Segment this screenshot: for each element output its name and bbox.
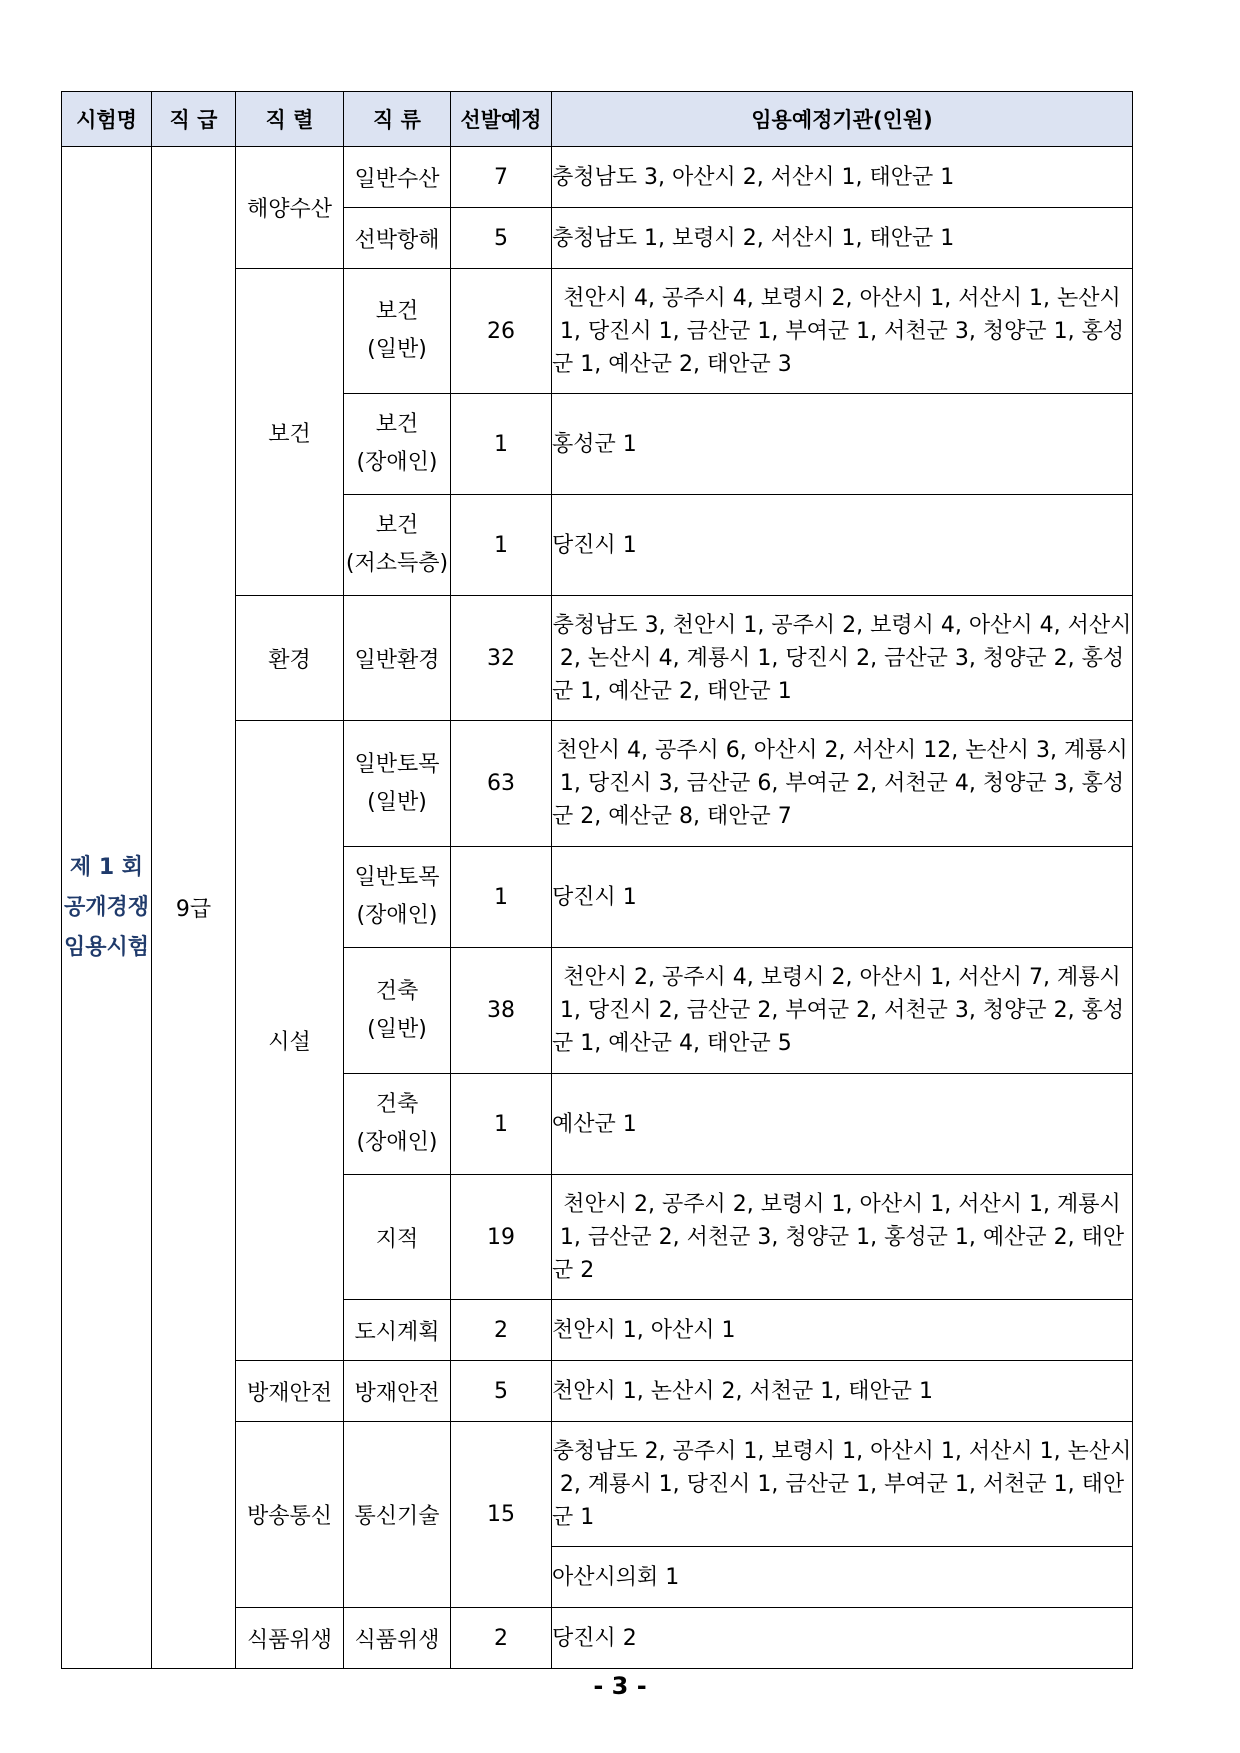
category-cell: 지적 xyxy=(344,1175,451,1300)
agencies-cell: 충청남도 1, 보령시 2, 서산시 1, 태안군 1 xyxy=(552,208,1133,269)
category-cell: 일반환경 xyxy=(344,596,451,721)
count-cell: 32 xyxy=(451,596,552,721)
category-cell xyxy=(344,1074,451,1175)
count-cell: 1 xyxy=(451,847,552,948)
count-cell: 1 xyxy=(451,1074,552,1175)
series-cell: 해양수산 xyxy=(236,147,344,269)
header-series: 직 렬 xyxy=(236,92,344,147)
header-row xyxy=(62,92,1133,147)
count-cell: 1 xyxy=(451,495,552,596)
series-cell: 보건 xyxy=(236,269,344,596)
agencies-cell: 천안시 1, 아산시 1 xyxy=(552,1300,1133,1361)
count-cell: 1 xyxy=(451,394,552,495)
agencies-cell: 천안시 2, 공주시 4, 보령시 2, 아산시 1, 서산시 7, 계룡시 1, 당진시 2, 금산군 2, 부여군 2, 서천군 3, 청양군 2, 홍성군 1, 예산군 4, 태안군 5 xyxy=(552,948,1133,1074)
header-category: 직 류 xyxy=(344,92,451,147)
category-line: (장애인) xyxy=(356,450,438,475)
category-line: 일반토목 xyxy=(354,865,440,890)
agencies-cell: 충청남도 2, 공주시 1, 보령시 1, 아산시 1, 서산시 1, 논산시 2, 계룡시 1, 당진시 1, 금산군 1, 부여군 1, 서천군 1, 태안군 1 xyxy=(552,1422,1133,1547)
category-cell: 통신기술 xyxy=(344,1422,451,1608)
count-cell: 15 xyxy=(451,1422,552,1608)
category-cell: 일반수산 xyxy=(344,147,451,208)
count-cell: 19 xyxy=(451,1175,552,1300)
series-cell: 방재안전 xyxy=(236,1361,344,1422)
category-line: (일반) xyxy=(367,1016,427,1042)
agencies-cell: 예산군 1 xyxy=(552,1074,1133,1175)
count-cell: 2 xyxy=(451,1608,552,1669)
category-line: (저소득층) xyxy=(345,551,449,576)
header-grade: 직 급 xyxy=(152,92,236,147)
series-cell: 환경 xyxy=(236,596,344,721)
exam-name-line: 임용시험 xyxy=(63,934,149,960)
agencies-cell: 당진시 1 xyxy=(552,847,1133,948)
series-cell: 시설 xyxy=(236,721,344,1361)
category-cell: 도시계획 xyxy=(344,1300,451,1361)
count-cell: 2 xyxy=(451,1300,552,1361)
category-cell xyxy=(344,721,451,847)
exam-name-line: 제 1 회 xyxy=(69,854,144,880)
page-number: - 3 - xyxy=(593,1672,647,1700)
category-line: (장애인) xyxy=(356,1130,438,1155)
category-cell xyxy=(344,269,451,394)
category-line: 보건 xyxy=(375,412,419,437)
category-line: 보건 xyxy=(375,513,419,538)
count-cell: 38 xyxy=(451,948,552,1074)
category-line: (일반) xyxy=(367,337,427,362)
agencies-cell: 당진시 2 xyxy=(552,1608,1133,1669)
agencies-cell: 천안시 2, 공주시 2, 보령시 1, 아산시 1, 서산시 1, 계룡시 1, 금산군 2, 서천군 3, 청양군 1, 홍성군 1, 예산군 2, 태안군 2 xyxy=(552,1175,1133,1300)
category-cell xyxy=(344,394,451,495)
category-line: 일반토목 xyxy=(354,751,440,777)
agencies-cell: 천안시 1, 논산시 2, 서천군 1, 태안군 1 xyxy=(552,1361,1133,1422)
category-line: 보건 xyxy=(375,299,419,324)
agencies-cell: 홍성군 1 xyxy=(552,394,1133,495)
agencies-cell: 충청남도 3, 아산시 2, 서산시 1, 태안군 1 xyxy=(552,147,1133,208)
category-line: (장애인) xyxy=(356,903,438,928)
series-cell: 식품위생 xyxy=(236,1608,344,1669)
category-cell xyxy=(344,948,451,1074)
header-exam: 시험명 xyxy=(62,92,152,147)
category-cell xyxy=(344,847,451,948)
category-line: 건축 xyxy=(375,978,419,1004)
count-cell: 5 xyxy=(451,1361,552,1422)
exam-name-line: 공개경쟁 xyxy=(63,894,149,920)
agencies-cell: 아산시의회 1 xyxy=(552,1547,1133,1608)
count-cell: 7 xyxy=(451,147,552,208)
agencies-cell: 천안시 4, 공주시 4, 보령시 2, 아산시 1, 서산시 1, 논산시 1, 당진시 1, 금산군 1, 부여군 1, 서천군 3, 청양군 1, 홍성군 1, 예산군 2, 태안군 3 xyxy=(552,269,1133,394)
count-cell: 26 xyxy=(451,269,552,394)
category-cell: 선박항해 xyxy=(344,208,451,269)
agencies-cell: 천안시 4, 공주시 6, 아산시 2, 서산시 12, 논산시 3, 계룡시 1, 당진시 3, 금산군 6, 부여군 2, 서천군 4, 청양군 3, 홍성군 2, 예산군 8, 태안군 7 xyxy=(552,721,1133,847)
count-cell: 63 xyxy=(451,721,552,847)
grade-cell: 9급 xyxy=(152,147,236,1669)
category-cell xyxy=(344,495,451,596)
category-cell: 식품위생 xyxy=(344,1608,451,1669)
category-line: (일반) xyxy=(367,789,427,815)
exam-name-cell xyxy=(62,147,152,1669)
agencies-cell: 당진시 1 xyxy=(552,495,1133,596)
category-cell: 방재안전 xyxy=(344,1361,451,1422)
category-line: 건축 xyxy=(375,1092,419,1117)
series-cell: 방송통신 xyxy=(236,1422,344,1608)
count-cell: 5 xyxy=(451,208,552,269)
agencies-cell: 충청남도 3, 천안시 1, 공주시 2, 보령시 4, 아산시 4, 서산시 2, 논산시 4, 계룡시 1, 당진시 2, 금산군 3, 청양군 2, 홍성군 1, 예산군 2, 태안군 1 xyxy=(552,596,1133,721)
header-agencies: 임용예정기관(인원) xyxy=(552,92,1133,147)
recruitment-table xyxy=(61,91,1133,1669)
table-row xyxy=(62,147,1133,208)
header-planned: 선발예정 xyxy=(451,92,552,147)
